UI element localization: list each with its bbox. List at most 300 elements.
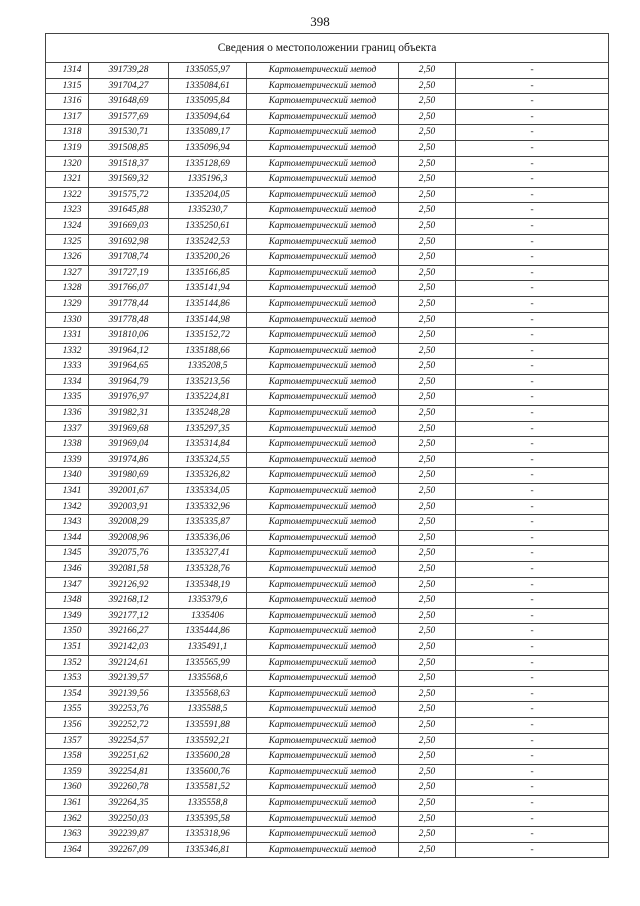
method-cell: Картометрический метод bbox=[247, 125, 399, 141]
table-row bbox=[46, 608, 609, 624]
y-coordinate-cell: 1335314,84 bbox=[169, 437, 247, 453]
method-cell: Картометрический метод bbox=[247, 686, 399, 702]
table-row bbox=[46, 281, 609, 297]
x-coordinate-cell: 392168,12 bbox=[89, 593, 169, 609]
method-cell: Картометрический метод bbox=[247, 702, 399, 718]
accuracy-cell: 2,50 bbox=[399, 515, 456, 531]
y-coordinate-cell: 1335224,81 bbox=[169, 390, 247, 406]
table-row bbox=[46, 312, 609, 328]
description-cell: - bbox=[456, 593, 609, 609]
point-number-cell: 1321 bbox=[46, 172, 89, 188]
accuracy-cell: 2,50 bbox=[399, 421, 456, 437]
boundary-table bbox=[45, 33, 608, 858]
x-coordinate-cell: 391964,79 bbox=[89, 374, 169, 390]
x-coordinate-cell: 392252,72 bbox=[89, 717, 169, 733]
table-title: Сведения о местоположении границ объекта bbox=[46, 34, 609, 63]
y-coordinate-cell: 1335095,84 bbox=[169, 94, 247, 110]
table-row bbox=[46, 499, 609, 515]
method-cell: Картометрический метод bbox=[247, 343, 399, 359]
accuracy-cell: 2,50 bbox=[399, 593, 456, 609]
table-row bbox=[46, 218, 609, 234]
point-number-cell: 1342 bbox=[46, 499, 89, 515]
method-cell: Картометрический метод bbox=[247, 234, 399, 250]
accuracy-cell: 2,50 bbox=[399, 281, 456, 297]
y-coordinate-cell: 1335332,96 bbox=[169, 499, 247, 515]
description-cell: - bbox=[456, 125, 609, 141]
x-coordinate-cell: 391530,71 bbox=[89, 125, 169, 141]
table-row bbox=[46, 655, 609, 671]
y-coordinate-cell: 1335591,88 bbox=[169, 717, 247, 733]
x-coordinate-cell: 392124,61 bbox=[89, 655, 169, 671]
accuracy-cell: 2,50 bbox=[399, 577, 456, 593]
y-coordinate-cell: 1335204,05 bbox=[169, 187, 247, 203]
point-number-cell: 1346 bbox=[46, 562, 89, 578]
description-cell: - bbox=[456, 842, 609, 858]
x-coordinate-cell: 391976,97 bbox=[89, 390, 169, 406]
table-row bbox=[46, 671, 609, 687]
y-coordinate-cell: 1335250,61 bbox=[169, 218, 247, 234]
description-cell: - bbox=[456, 546, 609, 562]
description-cell: - bbox=[456, 827, 609, 843]
point-number-cell: 1315 bbox=[46, 78, 89, 94]
table-row bbox=[46, 827, 609, 843]
method-cell: Картометрический метод bbox=[247, 795, 399, 811]
y-coordinate-cell: 1335144,98 bbox=[169, 312, 247, 328]
accuracy-cell: 2,50 bbox=[399, 562, 456, 578]
method-cell: Картометрический метод bbox=[247, 639, 399, 655]
accuracy-cell: 2,50 bbox=[399, 63, 456, 79]
description-cell: - bbox=[456, 639, 609, 655]
table-row bbox=[46, 140, 609, 156]
point-number-cell: 1325 bbox=[46, 234, 89, 250]
x-coordinate-cell: 392139,57 bbox=[89, 671, 169, 687]
point-number-cell: 1344 bbox=[46, 530, 89, 546]
description-cell: - bbox=[456, 764, 609, 780]
table-row bbox=[46, 250, 609, 266]
accuracy-cell: 2,50 bbox=[399, 546, 456, 562]
description-cell: - bbox=[456, 250, 609, 266]
table-row bbox=[46, 94, 609, 110]
y-coordinate-cell: 1335379,6 bbox=[169, 593, 247, 609]
method-cell: Картометрический метод bbox=[247, 421, 399, 437]
description-cell: - bbox=[456, 406, 609, 422]
y-coordinate-cell: 1335600,28 bbox=[169, 749, 247, 765]
description-cell: - bbox=[456, 733, 609, 749]
method-cell: Картометрический метод bbox=[247, 203, 399, 219]
description-cell: - bbox=[456, 624, 609, 640]
y-coordinate-cell: 1335326,82 bbox=[169, 468, 247, 484]
table-row bbox=[46, 515, 609, 531]
point-number-cell: 1327 bbox=[46, 265, 89, 281]
description-cell: - bbox=[456, 203, 609, 219]
table-row bbox=[46, 733, 609, 749]
point-number-cell: 1319 bbox=[46, 140, 89, 156]
y-coordinate-cell: 1335144,86 bbox=[169, 296, 247, 312]
table-row bbox=[46, 265, 609, 281]
method-cell: Картометрический метод bbox=[247, 296, 399, 312]
accuracy-cell: 2,50 bbox=[399, 671, 456, 687]
x-coordinate-cell: 392003,91 bbox=[89, 499, 169, 515]
x-coordinate-cell: 391727,19 bbox=[89, 265, 169, 281]
accuracy-cell: 2,50 bbox=[399, 686, 456, 702]
description-cell: - bbox=[456, 172, 609, 188]
point-number-cell: 1318 bbox=[46, 125, 89, 141]
method-cell: Картометрический метод bbox=[247, 655, 399, 671]
accuracy-cell: 2,50 bbox=[399, 484, 456, 500]
y-coordinate-cell: 1335568,6 bbox=[169, 671, 247, 687]
method-cell: Картометрический метод bbox=[247, 562, 399, 578]
x-coordinate-cell: 391982,31 bbox=[89, 406, 169, 422]
table-row bbox=[46, 530, 609, 546]
table-row bbox=[46, 484, 609, 500]
description-cell: - bbox=[456, 281, 609, 297]
accuracy-cell: 2,50 bbox=[399, 156, 456, 172]
table-row bbox=[46, 203, 609, 219]
table-row bbox=[46, 437, 609, 453]
x-coordinate-cell: 392260,78 bbox=[89, 780, 169, 796]
y-coordinate-cell: 1335196,3 bbox=[169, 172, 247, 188]
method-cell: Картометрический метод bbox=[247, 63, 399, 79]
method-cell: Картометрический метод bbox=[247, 749, 399, 765]
y-coordinate-cell: 1335089,17 bbox=[169, 125, 247, 141]
accuracy-cell: 2,50 bbox=[399, 827, 456, 843]
description-cell: - bbox=[456, 187, 609, 203]
point-number-cell: 1361 bbox=[46, 795, 89, 811]
table-row bbox=[46, 795, 609, 811]
table-row bbox=[46, 78, 609, 94]
method-cell: Картометрический метод bbox=[247, 218, 399, 234]
accuracy-cell: 2,50 bbox=[399, 406, 456, 422]
method-cell: Картометрический метод bbox=[247, 811, 399, 827]
y-coordinate-cell: 1335318,96 bbox=[169, 827, 247, 843]
x-coordinate-cell: 391969,04 bbox=[89, 437, 169, 453]
description-cell: - bbox=[456, 312, 609, 328]
point-number-cell: 1349 bbox=[46, 608, 89, 624]
x-coordinate-cell: 391577,69 bbox=[89, 109, 169, 125]
table-row bbox=[46, 234, 609, 250]
y-coordinate-cell: 1335395,58 bbox=[169, 811, 247, 827]
y-coordinate-cell: 1335152,72 bbox=[169, 328, 247, 344]
point-number-cell: 1359 bbox=[46, 764, 89, 780]
accuracy-cell: 2,50 bbox=[399, 265, 456, 281]
x-coordinate-cell: 391766,07 bbox=[89, 281, 169, 297]
table-row bbox=[46, 639, 609, 655]
table-row bbox=[46, 624, 609, 640]
x-coordinate-cell: 391645,88 bbox=[89, 203, 169, 219]
description-cell: - bbox=[456, 795, 609, 811]
method-cell: Картометрический метод bbox=[247, 608, 399, 624]
method-cell: Картометрический метод bbox=[247, 733, 399, 749]
table-row bbox=[46, 63, 609, 79]
description-cell: - bbox=[456, 530, 609, 546]
point-number-cell: 1357 bbox=[46, 733, 89, 749]
point-number-cell: 1352 bbox=[46, 655, 89, 671]
table-row bbox=[46, 172, 609, 188]
description-cell: - bbox=[456, 671, 609, 687]
point-number-cell: 1348 bbox=[46, 593, 89, 609]
description-cell: - bbox=[456, 811, 609, 827]
method-cell: Картометрический метод bbox=[247, 452, 399, 468]
x-coordinate-cell: 392177,12 bbox=[89, 608, 169, 624]
x-coordinate-cell: 392253,76 bbox=[89, 702, 169, 718]
method-cell: Картометрический метод bbox=[247, 250, 399, 266]
accuracy-cell: 2,50 bbox=[399, 250, 456, 266]
point-number-cell: 1322 bbox=[46, 187, 89, 203]
x-coordinate-cell: 391739,28 bbox=[89, 63, 169, 79]
accuracy-cell: 2,50 bbox=[399, 390, 456, 406]
method-cell: Картометрический метод bbox=[247, 577, 399, 593]
accuracy-cell: 2,50 bbox=[399, 499, 456, 515]
description-cell: - bbox=[456, 296, 609, 312]
method-cell: Картометрический метод bbox=[247, 842, 399, 858]
point-number-cell: 1351 bbox=[46, 639, 89, 655]
accuracy-cell: 2,50 bbox=[399, 109, 456, 125]
y-coordinate-cell: 1335406 bbox=[169, 608, 247, 624]
method-cell: Картометрический метод bbox=[247, 671, 399, 687]
y-coordinate-cell: 1335242,53 bbox=[169, 234, 247, 250]
description-cell: - bbox=[456, 608, 609, 624]
y-coordinate-cell: 1335581,52 bbox=[169, 780, 247, 796]
accuracy-cell: 2,50 bbox=[399, 234, 456, 250]
point-number-cell: 1341 bbox=[46, 484, 89, 500]
y-coordinate-cell: 1335200,26 bbox=[169, 250, 247, 266]
description-cell: - bbox=[456, 655, 609, 671]
point-number-cell: 1329 bbox=[46, 296, 89, 312]
accuracy-cell: 2,50 bbox=[399, 717, 456, 733]
point-number-cell: 1362 bbox=[46, 811, 89, 827]
accuracy-cell: 2,50 bbox=[399, 452, 456, 468]
x-coordinate-cell: 391974,86 bbox=[89, 452, 169, 468]
point-number-cell: 1337 bbox=[46, 421, 89, 437]
x-coordinate-cell: 392001,67 bbox=[89, 484, 169, 500]
description-cell: - bbox=[456, 234, 609, 250]
x-coordinate-cell: 391778,44 bbox=[89, 296, 169, 312]
accuracy-cell: 2,50 bbox=[399, 343, 456, 359]
x-coordinate-cell: 392254,81 bbox=[89, 764, 169, 780]
description-cell: - bbox=[456, 218, 609, 234]
y-coordinate-cell: 1335558,8 bbox=[169, 795, 247, 811]
accuracy-cell: 2,50 bbox=[399, 328, 456, 344]
description-cell: - bbox=[456, 328, 609, 344]
y-coordinate-cell: 1335096,94 bbox=[169, 140, 247, 156]
accuracy-cell: 2,50 bbox=[399, 218, 456, 234]
description-cell: - bbox=[456, 63, 609, 79]
description-cell: - bbox=[456, 437, 609, 453]
y-coordinate-cell: 1335335,87 bbox=[169, 515, 247, 531]
y-coordinate-cell: 1335588,5 bbox=[169, 702, 247, 718]
x-coordinate-cell: 391648,69 bbox=[89, 94, 169, 110]
table-row bbox=[46, 577, 609, 593]
table-row bbox=[46, 296, 609, 312]
method-cell: Картометрический метод bbox=[247, 499, 399, 515]
table-row bbox=[46, 421, 609, 437]
table-row bbox=[46, 811, 609, 827]
point-number-cell: 1356 bbox=[46, 717, 89, 733]
table-row bbox=[46, 406, 609, 422]
accuracy-cell: 2,50 bbox=[399, 312, 456, 328]
point-number-cell: 1343 bbox=[46, 515, 89, 531]
y-coordinate-cell: 1335568,63 bbox=[169, 686, 247, 702]
x-coordinate-cell: 392239,87 bbox=[89, 827, 169, 843]
table-row bbox=[46, 749, 609, 765]
point-number-cell: 1320 bbox=[46, 156, 89, 172]
x-coordinate-cell: 392254,57 bbox=[89, 733, 169, 749]
accuracy-cell: 2,50 bbox=[399, 187, 456, 203]
y-coordinate-cell: 1335348,19 bbox=[169, 577, 247, 593]
description-cell: - bbox=[456, 140, 609, 156]
x-coordinate-cell: 392267,09 bbox=[89, 842, 169, 858]
description-cell: - bbox=[456, 343, 609, 359]
y-coordinate-cell: 1335128,69 bbox=[169, 156, 247, 172]
description-cell: - bbox=[456, 780, 609, 796]
description-cell: - bbox=[456, 452, 609, 468]
accuracy-cell: 2,50 bbox=[399, 764, 456, 780]
x-coordinate-cell: 391964,12 bbox=[89, 343, 169, 359]
description-cell: - bbox=[456, 109, 609, 125]
method-cell: Картометрический метод bbox=[247, 187, 399, 203]
description-cell: - bbox=[456, 359, 609, 375]
description-cell: - bbox=[456, 421, 609, 437]
method-cell: Картометрический метод bbox=[247, 265, 399, 281]
table-row bbox=[46, 343, 609, 359]
y-coordinate-cell: 1335444,86 bbox=[169, 624, 247, 640]
method-cell: Картометрический метод bbox=[247, 437, 399, 453]
description-cell: - bbox=[456, 686, 609, 702]
point-number-cell: 1324 bbox=[46, 218, 89, 234]
y-coordinate-cell: 1335334,05 bbox=[169, 484, 247, 500]
x-coordinate-cell: 391704,27 bbox=[89, 78, 169, 94]
method-cell: Картометрический метод bbox=[247, 593, 399, 609]
table-row bbox=[46, 842, 609, 858]
x-coordinate-cell: 391964,65 bbox=[89, 359, 169, 375]
x-coordinate-cell: 392250,03 bbox=[89, 811, 169, 827]
x-coordinate-cell: 392008,96 bbox=[89, 530, 169, 546]
x-coordinate-cell: 391692,98 bbox=[89, 234, 169, 250]
point-number-cell: 1350 bbox=[46, 624, 89, 640]
y-coordinate-cell: 1335166,85 bbox=[169, 265, 247, 281]
method-cell: Картометрический метод bbox=[247, 374, 399, 390]
method-cell: Картометрический метод bbox=[247, 390, 399, 406]
table-row bbox=[46, 546, 609, 562]
description-cell: - bbox=[456, 265, 609, 281]
description-cell: - bbox=[456, 374, 609, 390]
y-coordinate-cell: 1335327,41 bbox=[169, 546, 247, 562]
accuracy-cell: 2,50 bbox=[399, 795, 456, 811]
point-number-cell: 1328 bbox=[46, 281, 89, 297]
point-number-cell: 1331 bbox=[46, 328, 89, 344]
accuracy-cell: 2,50 bbox=[399, 639, 456, 655]
accuracy-cell: 2,50 bbox=[399, 125, 456, 141]
x-coordinate-cell: 392251,62 bbox=[89, 749, 169, 765]
accuracy-cell: 2,50 bbox=[399, 655, 456, 671]
method-cell: Картометрический метод bbox=[247, 328, 399, 344]
y-coordinate-cell: 1335084,61 bbox=[169, 78, 247, 94]
accuracy-cell: 2,50 bbox=[399, 140, 456, 156]
y-coordinate-cell: 1335213,56 bbox=[169, 374, 247, 390]
x-coordinate-cell: 391980,69 bbox=[89, 468, 169, 484]
point-number-cell: 1340 bbox=[46, 468, 89, 484]
table-row bbox=[46, 468, 609, 484]
accuracy-cell: 2,50 bbox=[399, 608, 456, 624]
table-body bbox=[46, 63, 609, 858]
description-cell: - bbox=[456, 78, 609, 94]
point-number-cell: 1333 bbox=[46, 359, 89, 375]
description-cell: - bbox=[456, 749, 609, 765]
x-coordinate-cell: 392166,27 bbox=[89, 624, 169, 640]
y-coordinate-cell: 1335346,81 bbox=[169, 842, 247, 858]
description-cell: - bbox=[456, 156, 609, 172]
y-coordinate-cell: 1335230,7 bbox=[169, 203, 247, 219]
method-cell: Картометрический метод bbox=[247, 312, 399, 328]
accuracy-cell: 2,50 bbox=[399, 624, 456, 640]
point-number-cell: 1330 bbox=[46, 312, 89, 328]
x-coordinate-cell: 391810,06 bbox=[89, 328, 169, 344]
accuracy-cell: 2,50 bbox=[399, 374, 456, 390]
accuracy-cell: 2,50 bbox=[399, 702, 456, 718]
description-cell: - bbox=[456, 94, 609, 110]
description-cell: - bbox=[456, 702, 609, 718]
point-number-cell: 1345 bbox=[46, 546, 89, 562]
point-number-cell: 1335 bbox=[46, 390, 89, 406]
table-row bbox=[46, 390, 609, 406]
point-number-cell: 1332 bbox=[46, 343, 89, 359]
point-number-cell: 1334 bbox=[46, 374, 89, 390]
y-coordinate-cell: 1335491,1 bbox=[169, 639, 247, 655]
point-number-cell: 1336 bbox=[46, 406, 89, 422]
accuracy-cell: 2,50 bbox=[399, 749, 456, 765]
point-number-cell: 1338 bbox=[46, 437, 89, 453]
x-coordinate-cell: 392142,03 bbox=[89, 639, 169, 655]
method-cell: Картометрический метод bbox=[247, 764, 399, 780]
y-coordinate-cell: 1335188,66 bbox=[169, 343, 247, 359]
point-number-cell: 1354 bbox=[46, 686, 89, 702]
accuracy-cell: 2,50 bbox=[399, 780, 456, 796]
x-coordinate-cell: 392139,56 bbox=[89, 686, 169, 702]
y-coordinate-cell: 1335324,55 bbox=[169, 452, 247, 468]
y-coordinate-cell: 1335141,94 bbox=[169, 281, 247, 297]
y-coordinate-cell: 1335336,06 bbox=[169, 530, 247, 546]
point-number-cell: 1358 bbox=[46, 749, 89, 765]
table-row bbox=[46, 187, 609, 203]
accuracy-cell: 2,50 bbox=[399, 468, 456, 484]
accuracy-cell: 2,50 bbox=[399, 94, 456, 110]
method-cell: Картометрический метод bbox=[247, 406, 399, 422]
y-coordinate-cell: 1335600,76 bbox=[169, 764, 247, 780]
accuracy-cell: 2,50 bbox=[399, 203, 456, 219]
point-number-cell: 1326 bbox=[46, 250, 89, 266]
table-row bbox=[46, 109, 609, 125]
table-row bbox=[46, 593, 609, 609]
method-cell: Картометрический метод bbox=[247, 717, 399, 733]
x-coordinate-cell: 392081,58 bbox=[89, 562, 169, 578]
description-cell: - bbox=[456, 484, 609, 500]
description-cell: - bbox=[456, 562, 609, 578]
table-row bbox=[46, 328, 609, 344]
table-row bbox=[46, 702, 609, 718]
x-coordinate-cell: 391518,37 bbox=[89, 156, 169, 172]
description-cell: - bbox=[456, 468, 609, 484]
method-cell: Картометрический метод bbox=[247, 827, 399, 843]
method-cell: Картометрический метод bbox=[247, 140, 399, 156]
table-row bbox=[46, 156, 609, 172]
table-row bbox=[46, 717, 609, 733]
accuracy-cell: 2,50 bbox=[399, 437, 456, 453]
y-coordinate-cell: 1335328,76 bbox=[169, 562, 247, 578]
accuracy-cell: 2,50 bbox=[399, 530, 456, 546]
x-coordinate-cell: 391969,68 bbox=[89, 421, 169, 437]
point-number-cell: 1323 bbox=[46, 203, 89, 219]
table-row bbox=[46, 125, 609, 141]
